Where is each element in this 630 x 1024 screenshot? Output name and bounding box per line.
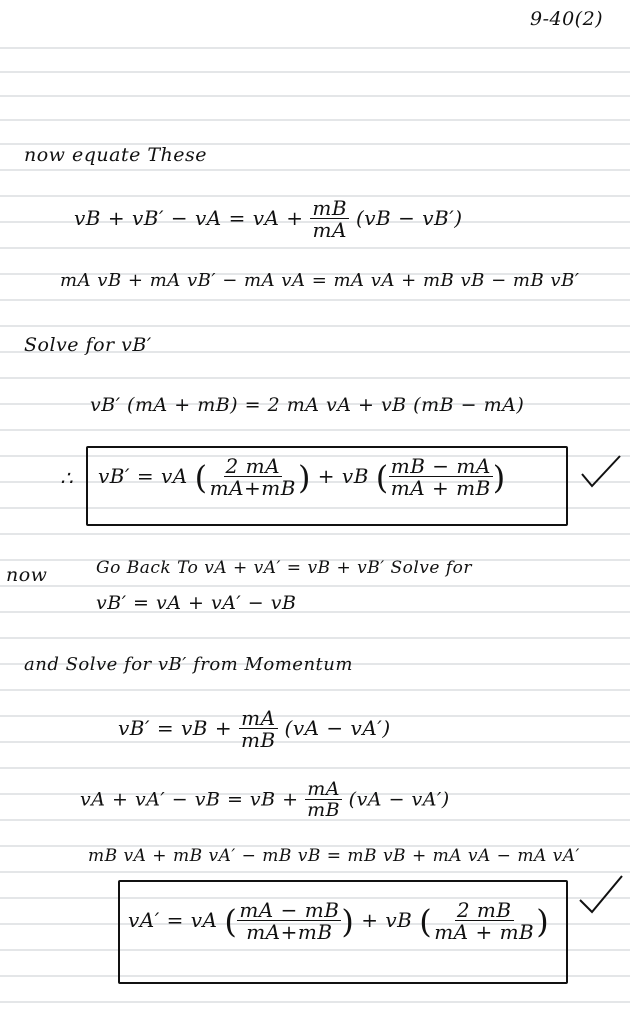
r1-f2-num: mB − mA: [390, 454, 491, 478]
eq2-fraction: [310, 198, 349, 241]
r1-paren-open-2: (: [375, 458, 389, 497]
eq10-fraction: [305, 780, 342, 821]
eq9-fraction: [239, 708, 278, 751]
r2-f2-den: mA + mB: [434, 920, 535, 944]
page-reference: 9-40(2): [530, 8, 604, 30]
eq10-frac-num: mA: [307, 778, 340, 800]
result-va-prime: [128, 900, 549, 943]
r2-mid: + vB: [361, 908, 413, 932]
checkmark-icon: [578, 452, 624, 492]
equation-line-2: [74, 198, 463, 241]
r1-fraction-1: [208, 456, 298, 499]
step-heading-equate: now equate These: [24, 144, 208, 166]
r2-paren-open-1: (: [224, 902, 238, 941]
r1-left: vB′ = vA: [98, 464, 188, 488]
r1-f2-den: mA + mB: [390, 476, 491, 500]
r2-f1-den: mA+mB: [246, 920, 333, 944]
r2-paren-open-2: (: [419, 902, 433, 941]
r2-paren-close-2: ): [536, 902, 550, 941]
r1-paren-open-1: (: [194, 458, 208, 497]
equation-line-11: mB vA + mB vA′ − mB vB = mB vB + mA vA − mA vA′: [88, 846, 580, 866]
equation-line-3: mA vB + mA vB′ − mA vA = mA vA + mB vB − mB vB′: [60, 270, 580, 291]
eq9-frac-den: mB: [240, 728, 276, 752]
result-vb-prime: [98, 456, 506, 499]
eq2-right: (vB − vB′): [355, 206, 463, 230]
r1-mid: + vB: [317, 464, 369, 488]
r2-f1-num: mA − mB: [239, 898, 340, 922]
equation-line-5: vB′ (mA + mB) = 2 mA vA + vB (mB − mA): [90, 394, 525, 416]
eq10-frac-den: mB: [307, 799, 341, 821]
go-back-instruction: Go Back To vA + vA′ = vB + vB′ Solve for: [96, 558, 473, 578]
eq10-right: (vA − vA′): [348, 788, 450, 811]
r2-left: vA′ = vA: [128, 908, 218, 932]
step-heading-momentum: and Solve for vB′ from Momentum: [24, 654, 353, 675]
equation-line-10: [80, 780, 450, 821]
eq10-left: vA + vA′ − vB = vB +: [80, 788, 306, 811]
r1-fraction-2: [389, 456, 493, 499]
r2-f2-num: 2 mB: [456, 898, 512, 922]
checkmark-icon-2: [576, 872, 626, 916]
therefore-symbol: ∴: [60, 466, 74, 490]
r2-fraction-2: [432, 900, 536, 943]
r1-f1-num: 2 mA: [225, 454, 281, 478]
r1-f1-den: mA+mB: [209, 476, 296, 500]
step-heading-solve-vb: Solve for vB′: [24, 334, 152, 356]
r1-paren-close-2: ): [492, 458, 506, 497]
equation-line-9: [118, 708, 391, 751]
eq2-frac-den: mA: [312, 218, 347, 242]
eq2-left: vB + vB′ − vA = vA +: [74, 206, 311, 230]
eq9-frac-num: mA: [241, 706, 276, 730]
equation-line-7: vB′ = vA + vA′ − vB: [96, 592, 297, 614]
now-label: now: [6, 564, 48, 586]
eq2-frac-num: mB: [312, 196, 348, 220]
eq9-left: vB′ = vB +: [118, 716, 239, 740]
eq9-right: (vA − vA′): [284, 716, 391, 740]
r2-fraction-1: [237, 900, 341, 943]
r2-paren-close-1: ): [341, 902, 355, 941]
r1-paren-close-1: ): [297, 458, 311, 497]
